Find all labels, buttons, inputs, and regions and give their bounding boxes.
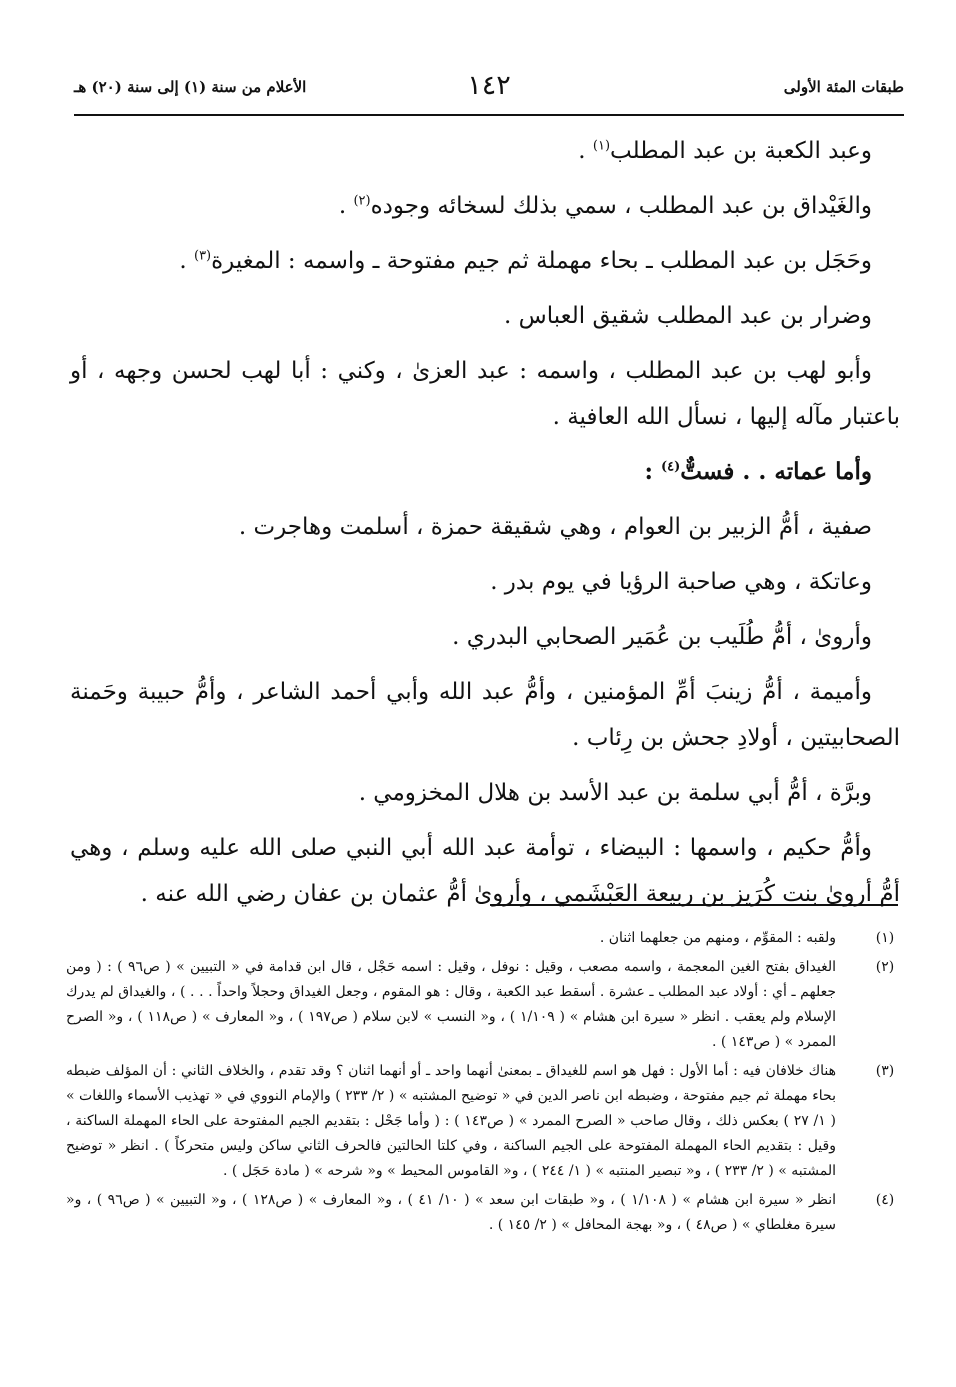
footnote-marker[interactable]: (٤) [660,459,681,475]
footnote-marker[interactable]: (٣) [193,248,212,264]
footnote-text: الغيداق بفتح الغين المعجمة ، واسمه مصعب ، وقيل : نوفل ، وقيل : اسمه حَجْل ، قال ابن قدامة في « التبيين » ( ص٩٦ ) : ( ومن جعلهم ـ أي : أولاد عبد المطلب ـ عشرة . أسقط عبد الكعبة ، وقال : هو المقوم ، وجعل الغيداق وحجلاً واحداً . . . ) ، والغيداق لم يدرك الإسلام ولم يعقب . انظر « سيرة ابن هشام » ( ١/١٠٩ ) ، و« النسب » لابن سلام ( ص١٩٧ ) ، و« المعارف » ( ص١١٨ ) ، و« الصرح الممرد » ( ص١٤٣ ) . [66,959,837,1050]
footnote-number: (١) [875,930,895,946]
footnote-number: (٢) [875,959,895,975]
footnote-number: (٤) [875,1192,895,1208]
footnote-marker[interactable]: (٢) [353,193,371,209]
paragraph: والغَيْداق بن عبد المطلب ، سمي بذلك لسخائه وجوده$^{(٢)}$ . [338,193,872,219]
paragraph: وعبد الكعبة بن عبد المطلب$^{(١)}$ . [578,138,872,164]
footnote [66,955,902,1055]
paragraph: صفية ، أمُّ الزبير بن العوام ، وهي شقيقة حمزة ، أسلمت وهاجرت . [238,514,872,540]
paragraph: وعاتكة ، وهي صاحبة الرؤيا في يوم بدر . [490,569,872,595]
footnote-number: (٣) [875,1063,895,1079]
footnotes [66,926,902,1242]
footnote [66,926,902,951]
paragraph: وأمُّ حكيم ، واسمها : البيضاء ، توأمة عبد الله أبي النبي صلى الله عليه وسلم ، وهي أمُّ أروىٰ بنت كُرَيز بن ربيعة العَبْشَمي ، وأروىٰ أمُّ عثمان بن عفان رضي الله عنه . [70,835,900,907]
paragraph: وحَجَل بن عبد المطلب ـ بحاء مهملة ثم جيم مفتوحة ـ واسمه : المغيرة$^{(٣)}$ . [179,248,872,274]
book-title: طبقات المئة الأولى [783,78,904,96]
running-header [74,70,904,116]
section-heading: وأما عماته . . فستٌّ$^{(٤)}$ : [644,458,872,485]
paragraph: وأروىٰ ، أمُّ طُلَيب بن عُمَير الصحابي البدري . [452,624,872,650]
footnote-marker[interactable]: (١) [592,138,611,154]
footnote-divider [490,904,898,906]
main-text [70,128,900,926]
paragraph: وبرَّة ، أمُّ أبي سلمة بن عبد الأسد بن هلال المخزومي . [358,780,872,806]
page-number: ١٤٢ [467,70,511,101]
paragraph: وأميمة ، أمُّ زينبَ أمِّ المؤمنين ، وأمُّ عبد الله وأبي أحمد الشاعر ، وأمُّ حبيبة وحَمنة الصحابيتين ، أولادِ جحش بن رِئاب . [70,679,900,751]
footnote [66,1188,902,1238]
paragraph: وضرار بن عبد المطلب شقيق العباس . [504,303,872,329]
footnote [66,1059,902,1184]
section-title: الأعلام من سنة (١) إلى سنة (٢٠) هـ [74,78,307,96]
footnote-text: ولقبه : المقوِّم ، ومنهم من جعلهما اثنان . [599,930,836,946]
footnote-text: هناك خلافان فيه : أما الأول : فهل هو اسم للغيداق ـ بمعنىٰ أنهما واحد ـ أو أنهما اثنان ؟ وقد تقدم ، والخلاف الثاني : أن المؤلف ضبطه بحاء مهملة ثم جيم مفتوحة ، وضبطه ابن ناصر الدين في « توضيح المشتبه » ( ٢/ ٢٣٣ ) والإمام النووي في « تهذيب الأسماء واللغات » ( ١/ ٢٧ ) بعكس ذلك ، وقال صاحب « الصرح الممرد » ( ص١٤٣ ) : ( وأما جَحْل : بتقديم الجيم المفتوحة على الحاء المهملة الساكنة ، وقيل : بتقديم الحاء المهملة المفتوحة على الجيم الساكنة ، وفي كلتا الحالتين فالحرف الثاني ساكن وليس متحركاً ) . انظر « توضيح المشتبه » ( ٢/ ٢٣٣ ) ، و« تبصير المنتبه » ( ١/ ٢٤٤ ) ، و« القاموس المحيط » و« شرحه » ( مادة حَجَل ) . [66,1063,836,1179]
footnote-text: انظر « سيرة ابن هشام » ( ١/١٠٨ ) ، و« طبقات ابن سعد » ( ١٠/ ٤١ ) ، و« المعارف » ( ص١٢٨ ) ، و« التبيين » ( ص٩٦ ) ، و« سيرة مغلطاي » ( ص٤٨ ) ، و« بهجة المحافل » ( ٢/ ١٤٥ ) . [66,1192,836,1233]
paragraph: وأبو لهب بن عبد المطلب ، واسمه : عبد العزىٰ ، وكني : أبا لهب لحسن وجهه ، أو باعتبار مآله إليها ، نسأل الله العافية . [70,358,900,430]
